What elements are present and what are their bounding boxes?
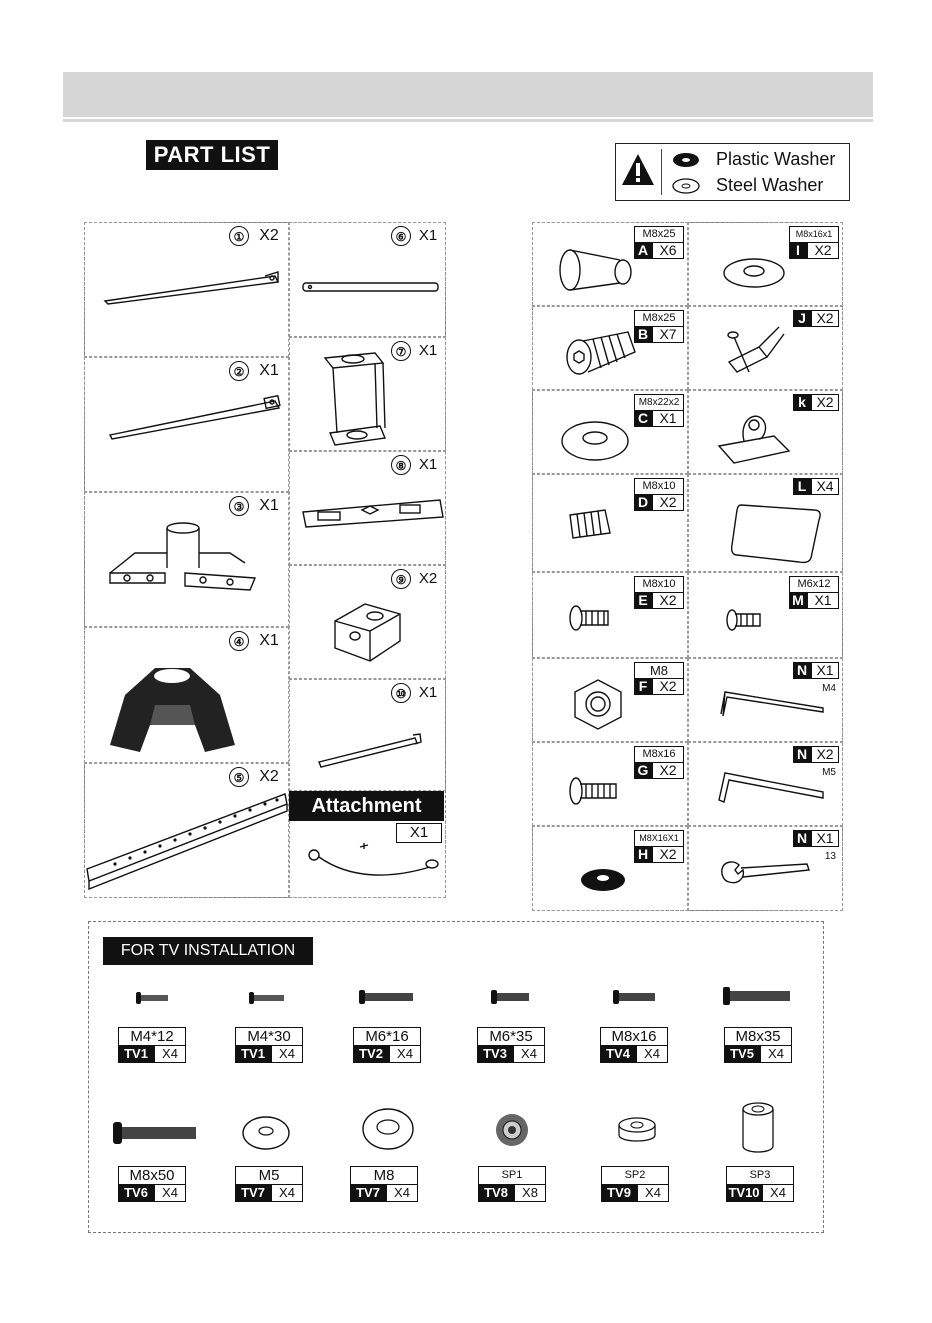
spacer-sp1-icon xyxy=(492,1110,532,1150)
part-number: ⑦ xyxy=(391,341,411,361)
part-tag xyxy=(391,569,442,589)
short-bolt-illustration xyxy=(568,598,613,638)
base-bracket-illustration xyxy=(105,518,275,598)
tv-installation-title: FOR TV INSTALLATION xyxy=(103,937,313,965)
part-number: ⑥ xyxy=(391,226,411,246)
hardware-size: M4 xyxy=(822,683,836,694)
tv-label xyxy=(726,1166,794,1202)
hardware-cell-n-13 xyxy=(688,826,843,911)
hardware-letter: B xyxy=(634,326,652,343)
attachment-title: Attachment xyxy=(289,791,444,821)
tv-qty: X4 xyxy=(386,1184,418,1202)
tv-code: TV7 xyxy=(350,1184,386,1202)
hardware-tag xyxy=(634,394,684,427)
tv-qty: X4 xyxy=(762,1184,794,1202)
tv-qty: X4 xyxy=(154,1045,186,1063)
tv-label xyxy=(477,1027,545,1063)
hardware-qty: X1 xyxy=(807,592,839,609)
spacer-sp2-icon xyxy=(615,1115,659,1147)
part-tag xyxy=(391,341,442,361)
part-cell-8 xyxy=(289,451,446,565)
hardware-spec: M8x25 xyxy=(634,226,684,242)
part-qty: X1 xyxy=(414,456,442,474)
wrench-icon xyxy=(719,857,814,892)
part-cell-3 xyxy=(84,492,289,627)
tv-qty: X4 xyxy=(760,1045,792,1063)
hardware-tag xyxy=(793,394,839,411)
hardware-qty: X2 xyxy=(811,394,839,411)
hardware-tag xyxy=(634,226,684,259)
part-cell-10 xyxy=(289,679,446,791)
part-cell-1 xyxy=(84,222,289,357)
hardware-tag xyxy=(634,662,684,695)
part-number: ① xyxy=(229,226,249,246)
washer-m5-icon xyxy=(240,1113,292,1153)
hardware-letter: H xyxy=(634,846,652,863)
rod-illustration xyxy=(315,730,425,770)
hardware-qty: X2 xyxy=(652,494,684,511)
hardware-letter: L xyxy=(793,478,811,495)
part-qty: X1 xyxy=(253,632,285,650)
part-qty: X1 xyxy=(414,227,442,245)
hardware-qty: X2 xyxy=(652,846,684,863)
set-screw-illustration xyxy=(565,505,615,545)
tv-spec: M6*35 xyxy=(477,1027,545,1045)
hardware-qty: X6 xyxy=(652,242,684,259)
hardware-spec: M8x25 xyxy=(634,310,684,326)
screw-m6x16-icon xyxy=(358,988,416,1006)
hardware-tag xyxy=(634,576,684,609)
shelf-plate-illustration xyxy=(300,492,445,537)
plastic-washer-label: Plastic Washer xyxy=(716,149,836,169)
hardware-tag xyxy=(793,478,839,495)
tv-qty: X4 xyxy=(637,1184,669,1202)
hardware-spec: M8x10 xyxy=(634,576,684,592)
steel-washer-icon xyxy=(672,178,700,194)
hardware-qty: X7 xyxy=(652,326,684,343)
tv-spec: M8x16 xyxy=(600,1027,668,1045)
hardware-letter: G xyxy=(634,762,652,779)
hardware-qty: X1 xyxy=(811,662,839,679)
hardware-letter: N xyxy=(793,746,811,763)
hardware-tag xyxy=(789,576,839,609)
hardware-tag xyxy=(789,226,839,259)
tv-code: TV6 xyxy=(118,1184,154,1202)
washer-illustration xyxy=(719,253,789,293)
long-bar-illustration xyxy=(100,268,280,308)
tv-label xyxy=(118,1027,186,1063)
page-title: PART LIST xyxy=(146,140,278,170)
tv-code: TV1 xyxy=(118,1045,154,1063)
steel-washer-label: Steel Washer xyxy=(716,175,824,195)
screw-m4x30-icon xyxy=(248,990,286,1006)
hardware-spec: M8x16x1 xyxy=(789,226,839,242)
hardware-qty: X1 xyxy=(652,410,684,427)
attachment-cell xyxy=(289,821,446,898)
hardware-letter: E xyxy=(634,592,652,609)
part-cell-6 xyxy=(289,222,446,337)
hardware-cell-m xyxy=(688,572,843,658)
part-number: ⑧ xyxy=(391,455,411,475)
steel-washer-row xyxy=(672,174,823,196)
hardware-qty: X2 xyxy=(652,762,684,779)
tv-label xyxy=(235,1027,303,1063)
washer-m8-icon xyxy=(360,1105,416,1153)
hardware-qty: X2 xyxy=(807,242,839,259)
tv-spec: M8 xyxy=(350,1166,418,1184)
part-qty: X1 xyxy=(253,362,285,380)
tv-spec: SP3 xyxy=(726,1166,794,1184)
part-number: ⑤ xyxy=(229,767,249,787)
tv-qty: X4 xyxy=(271,1045,303,1063)
tv-code: TV9 xyxy=(601,1184,637,1202)
legend-divider xyxy=(661,149,662,195)
hardware-spec: M8x16 xyxy=(634,746,684,762)
tv-label xyxy=(724,1027,792,1063)
hardware-cell-a xyxy=(532,222,688,306)
hardware-tag xyxy=(634,310,684,343)
hex-nut-illustration xyxy=(571,677,626,732)
warning-icon xyxy=(620,152,656,188)
hardware-tag xyxy=(793,746,839,763)
wall-plate-illustration xyxy=(85,789,290,894)
hardware-spec: M6x12 xyxy=(789,576,839,592)
hardware-tag xyxy=(634,830,684,863)
hardware-qty: X4 xyxy=(811,478,839,495)
tv-installation-panel xyxy=(88,921,824,1233)
hardware-letter: A xyxy=(634,242,652,259)
hardware-letter: F xyxy=(634,678,652,695)
tv-spec: M6*16 xyxy=(353,1027,421,1045)
hardware-spec: M8 xyxy=(634,662,684,678)
washer-legend xyxy=(615,143,850,201)
part-cell-4 xyxy=(84,627,289,763)
small-bolt-illustration xyxy=(724,603,769,638)
tv-code: TV8 xyxy=(478,1184,514,1202)
hardware-cell-f xyxy=(532,658,688,742)
tv-qty: X4 xyxy=(389,1045,421,1063)
part-number: ④ xyxy=(229,631,249,651)
hardware-tag xyxy=(634,746,684,779)
part-number: ⑨ xyxy=(391,569,411,589)
part-number: ② xyxy=(229,361,249,381)
hardware-qty: X1 xyxy=(811,830,839,847)
part-number: ③ xyxy=(229,496,249,516)
tv-spec: M4*12 xyxy=(118,1027,186,1045)
part-cell-2 xyxy=(84,357,289,492)
hardware-tag xyxy=(793,662,839,679)
plastic-washer-illustration xyxy=(578,865,628,895)
screw-m6x35-icon xyxy=(490,988,532,1006)
tv-spec: M5 xyxy=(235,1166,303,1184)
hardware-letter: M xyxy=(789,592,807,609)
part-tag xyxy=(229,496,285,516)
part-qty: X2 xyxy=(253,768,285,786)
hardware-qty: X2 xyxy=(652,592,684,609)
pole-illustration xyxy=(300,278,440,298)
hex-bolt-illustration xyxy=(563,322,638,382)
screw-m4x12-icon xyxy=(135,990,170,1006)
part-tag xyxy=(229,767,285,787)
hardware-size: M5 xyxy=(822,767,836,778)
part-tag xyxy=(229,631,285,651)
attachment-qty: X1 xyxy=(396,823,442,843)
hardware-letter: C xyxy=(634,410,652,427)
tv-label xyxy=(601,1166,669,1202)
tv-label xyxy=(353,1027,421,1063)
tv-label xyxy=(600,1027,668,1063)
hardware-spec: M8X16X1 xyxy=(634,830,684,846)
tv-label xyxy=(350,1166,418,1202)
tv-qty: X4 xyxy=(154,1184,186,1202)
tv-spec: SP2 xyxy=(601,1166,669,1184)
spacer-sp3-icon xyxy=(738,1100,778,1156)
screw-m8x35-icon xyxy=(722,985,792,1007)
plastic-washer-icon xyxy=(672,152,700,168)
hardware-cell-l xyxy=(688,474,843,572)
hardware-tag xyxy=(634,478,684,511)
tv-label xyxy=(235,1166,303,1202)
tv-spec: M4*30 xyxy=(235,1027,303,1045)
medium-bolt-illustration xyxy=(568,771,623,811)
screw-m8x50-icon xyxy=(112,1120,198,1146)
tv-code: TV1 xyxy=(235,1045,271,1063)
hardware-letter: k xyxy=(793,394,811,411)
safety-cable-illustration xyxy=(300,839,440,889)
part-qty: X2 xyxy=(414,570,442,588)
hardware-cell-g xyxy=(532,742,688,826)
hardware-cell-e xyxy=(532,572,688,658)
tv-qty: X4 xyxy=(513,1045,545,1063)
hardware-cell-c xyxy=(532,390,688,474)
hardware-spec: M8x10 xyxy=(634,478,684,494)
part-tag xyxy=(229,226,285,246)
tv-qty: X4 xyxy=(636,1045,668,1063)
part-tag xyxy=(391,455,442,475)
tv-spec: SP1 xyxy=(478,1166,546,1184)
tv-label xyxy=(478,1166,546,1202)
part-tag xyxy=(391,226,442,246)
hardware-letter: D xyxy=(634,494,652,511)
hardware-tag xyxy=(793,310,839,327)
part-tag xyxy=(391,683,442,703)
hardware-cell-d xyxy=(532,474,688,572)
tv-code: TV5 xyxy=(724,1045,760,1063)
hardware-letter: I xyxy=(789,242,807,259)
hardware-letter: J xyxy=(793,310,811,327)
tv-qty: X8 xyxy=(514,1184,546,1202)
hardware-qty: X2 xyxy=(811,310,839,327)
hardware-cell-j xyxy=(688,306,843,390)
cable-clip-illustration xyxy=(714,401,794,471)
hardware-qty: X2 xyxy=(652,678,684,695)
hardware-cell-n-m5 xyxy=(688,742,843,826)
part-qty: X2 xyxy=(253,227,285,245)
cam-bolt-illustration xyxy=(719,322,789,382)
hardware-cell-i xyxy=(688,222,843,306)
hardware-size: 13 xyxy=(824,851,836,862)
part-qty: X1 xyxy=(414,342,442,360)
short-bar-illustration xyxy=(105,393,285,443)
hardware-cell-k xyxy=(688,390,843,474)
tv-label xyxy=(118,1166,186,1202)
part-cell-9 xyxy=(289,565,446,679)
part-cell-5 xyxy=(84,763,289,898)
tv-code: TV2 xyxy=(353,1045,389,1063)
screw-m8x16-icon xyxy=(612,988,657,1006)
header-bar xyxy=(63,72,873,117)
tv-code: TV4 xyxy=(600,1045,636,1063)
clamp-block-illustration xyxy=(330,596,405,666)
tv-spec: M8x35 xyxy=(724,1027,792,1045)
part-cell-7 xyxy=(289,337,446,451)
tv-code: TV3 xyxy=(477,1045,513,1063)
hardware-letter: N xyxy=(793,662,811,679)
header-rule xyxy=(63,119,873,122)
hardware-spec: M8x22x2 xyxy=(634,394,684,410)
hardware-qty: X2 xyxy=(811,746,839,763)
allen-key-illustration xyxy=(711,768,831,808)
pin-bolt-illustration xyxy=(555,238,640,298)
hardware-cell-b xyxy=(532,306,688,390)
part-qty: X1 xyxy=(253,497,285,515)
hardware-cell-h xyxy=(532,826,688,911)
part-qty: X1 xyxy=(414,684,442,702)
hardware-letter: N xyxy=(793,830,811,847)
large-washer-illustration xyxy=(558,416,633,466)
tv-spec: M8x50 xyxy=(118,1166,186,1184)
tv-code: TV7 xyxy=(235,1184,271,1202)
part-number: ⑩ xyxy=(391,683,411,703)
base-cover-illustration xyxy=(100,650,240,760)
allen-key-illustration xyxy=(711,684,831,724)
tv-qty: X4 xyxy=(271,1184,303,1202)
hardware-cell-n-m4 xyxy=(688,658,843,742)
pole-bracket-illustration xyxy=(315,348,395,448)
part-tag xyxy=(229,361,285,381)
tv-code: TV10 xyxy=(726,1184,762,1202)
pad-illustration xyxy=(729,500,824,568)
plastic-washer-row xyxy=(672,148,835,170)
hardware-tag xyxy=(793,830,839,847)
